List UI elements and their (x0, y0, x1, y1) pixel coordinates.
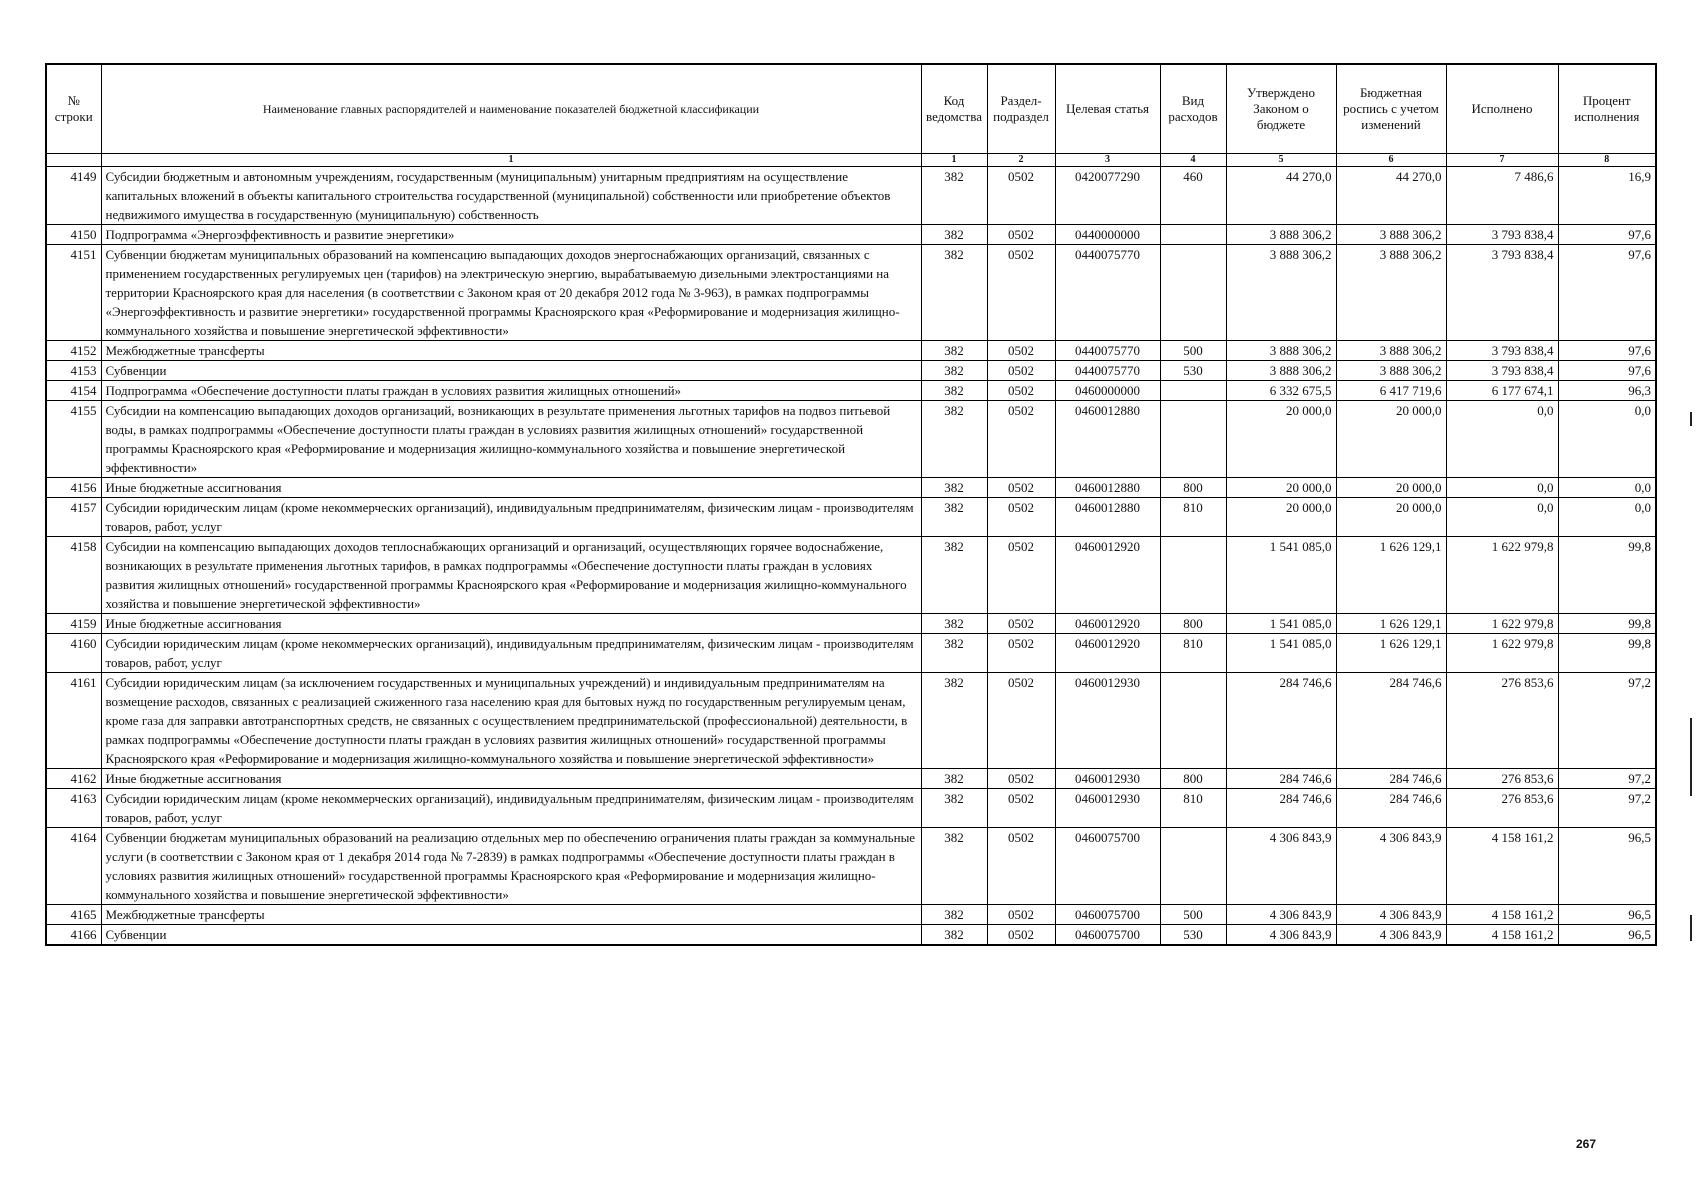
dept-code: 382 (921, 341, 987, 361)
execution-percent: 16,9 (1558, 167, 1656, 225)
approved-amount: 284 746,6 (1226, 769, 1336, 789)
target-code: 0460075700 (1055, 828, 1160, 905)
approved-amount: 284 746,6 (1226, 789, 1336, 828)
executed-amount: 3 793 838,4 (1446, 361, 1558, 381)
table-row (46, 614, 1656, 634)
row-name: Иные бюджетные ассигнования (101, 478, 921, 498)
section-code: 0502 (987, 361, 1055, 381)
executed-amount: 1 622 979,8 (1446, 537, 1558, 614)
section-code: 0502 (987, 537, 1055, 614)
row-number: 4149 (46, 167, 101, 225)
row-name: Субсидии бюджетным и автономным учреждениям, государственным (муниципальным) унитарным предприятиям на осуществление капитальных вложений в объекты капитального строительства государственной (муниципальной) собственности или приобретение объектов недвижимого имущества в государственную (муниципальную) собственность (101, 167, 921, 225)
row-number: 4158 (46, 537, 101, 614)
execution-percent: 97,6 (1558, 245, 1656, 341)
execution-percent: 96,3 (1558, 381, 1656, 401)
dept-code: 382 (921, 381, 987, 401)
table-row (46, 789, 1656, 828)
execution-percent: 0,0 (1558, 401, 1656, 478)
column-index: 3 (1055, 154, 1160, 167)
column-index: 7 (1446, 154, 1558, 167)
dept-code: 382 (921, 828, 987, 905)
dept-code: 382 (921, 789, 987, 828)
expense-type: 530 (1160, 361, 1226, 381)
approved-amount: 20 000,0 (1226, 498, 1336, 537)
column-index: 1 (921, 154, 987, 167)
section-code: 0502 (987, 498, 1055, 537)
revised-amount: 284 746,6 (1336, 673, 1446, 769)
execution-percent: 99,8 (1558, 537, 1656, 614)
revised-amount: 4 306 843,9 (1336, 925, 1446, 946)
row-number: 4152 (46, 341, 101, 361)
dept-code: 382 (921, 167, 987, 225)
dept-code: 382 (921, 634, 987, 673)
dept-code: 382 (921, 401, 987, 478)
approved-amount: 284 746,6 (1226, 673, 1336, 769)
row-number: 4150 (46, 225, 101, 245)
table-row (46, 828, 1656, 905)
section-code: 0502 (987, 381, 1055, 401)
row-name: Подпрограмма «Энергоэффективность и развитие энергетики» (101, 225, 921, 245)
execution-percent: 97,6 (1558, 361, 1656, 381)
page-number: 267 (1576, 1137, 1597, 1151)
section-code: 0502 (987, 673, 1055, 769)
section-code: 0502 (987, 167, 1055, 225)
section-code: 0502 (987, 245, 1055, 341)
target-code: 0460012930 (1055, 789, 1160, 828)
revised-amount: 1 626 129,1 (1336, 614, 1446, 634)
row-number: 4160 (46, 634, 101, 673)
dept-code: 382 (921, 614, 987, 634)
row-number: 4161 (46, 673, 101, 769)
scan-edge-mark (1690, 412, 1692, 426)
expense-type (1160, 381, 1226, 401)
table-row (46, 341, 1656, 361)
section-code: 0502 (987, 634, 1055, 673)
table-row (46, 498, 1656, 537)
revised-amount: 4 306 843,9 (1336, 905, 1446, 925)
row-name: Субсидии юридическим лицам (за исключением государственных и муниципальных учреждений) и индивидуальным предпринимателям на возмещение расходов, связанных с реализацией сжиженного газа населению края для бытовых нужд по государственным регулируемым ценам, кроме газа для заправки автотранспортных средств, не связанных с осуществлением предпринимательской (профессиональной) деятельности, в рамках подпрограммы «Обеспечение доступности платы граждан в условиях развития жилищных отношений» государственной программы Красноярского края «Реформирование и модернизация жилищно-коммунального хозяйства и повышение энергетической эффективности» (101, 673, 921, 769)
header-revised: Бюджетная роспись с учетом изменений (1336, 64, 1446, 154)
revised-amount: 6 417 719,6 (1336, 381, 1446, 401)
table-row (46, 905, 1656, 925)
expense-type: 460 (1160, 167, 1226, 225)
executed-amount: 4 158 161,2 (1446, 905, 1558, 925)
table-row (46, 245, 1656, 341)
approved-amount: 4 306 843,9 (1226, 905, 1336, 925)
revised-amount: 1 626 129,1 (1336, 634, 1446, 673)
executed-amount: 276 853,6 (1446, 789, 1558, 828)
section-code: 0502 (987, 225, 1055, 245)
header-approved: Утверждено Законом о бюджете (1226, 64, 1336, 154)
revised-amount: 44 270,0 (1336, 167, 1446, 225)
executed-amount: 1 622 979,8 (1446, 614, 1558, 634)
row-number: 4155 (46, 401, 101, 478)
revised-amount: 20 000,0 (1336, 401, 1446, 478)
row-number: 4162 (46, 769, 101, 789)
table-row (46, 225, 1656, 245)
row-number: 4165 (46, 905, 101, 925)
header-name: Наименование главных распорядителей и наименование показателей бюджетной классификации (101, 64, 921, 154)
approved-amount: 3 888 306,2 (1226, 225, 1336, 245)
revised-amount: 20 000,0 (1336, 478, 1446, 498)
row-name: Субвенции бюджетам муниципальных образований на реализацию отдельных мер по обеспечению ограничения платы граждан за коммунальные услуги (в соответствии с Законом края от 1 декабря 2014 года № 7-2839) в рамках подпрограммы «Обеспечение доступности платы граждан в условиях развития жилищных отношений» государственной программы Красноярского края «Реформирование и модернизация жилищно-коммунального хозяйства и повышение энергетической эффективности» (101, 828, 921, 905)
section-code: 0502 (987, 401, 1055, 478)
target-code: 0440000000 (1055, 225, 1160, 245)
approved-amount: 1 541 085,0 (1226, 537, 1336, 614)
executed-amount: 0,0 (1446, 498, 1558, 537)
approved-amount: 20 000,0 (1226, 401, 1336, 478)
row-name: Иные бюджетные ассигнования (101, 614, 921, 634)
column-index: 2 (987, 154, 1055, 167)
dept-code: 382 (921, 537, 987, 614)
expense-type (1160, 401, 1226, 478)
section-code: 0502 (987, 905, 1055, 925)
approved-amount: 1 541 085,0 (1226, 614, 1336, 634)
column-index: 1 (101, 154, 921, 167)
column-index: 5 (1226, 154, 1336, 167)
header-target: Целевая статья (1055, 64, 1160, 154)
header-percent: Процент исполнения (1558, 64, 1656, 154)
expense-type: 800 (1160, 478, 1226, 498)
executed-amount: 276 853,6 (1446, 769, 1558, 789)
dept-code: 382 (921, 905, 987, 925)
expense-type (1160, 673, 1226, 769)
expense-type: 530 (1160, 925, 1226, 946)
row-name: Субсидии на компенсацию выпадающих доходов теплоснабжающих организаций и организаций, осуществляющих горячее водоснабжение, возникающих в результате применения льготных тарифов, в рамках подпрограммы «Обеспечение доступности платы граждан в условиях развития жилищных отношений» государственной программы Красноярского края «Реформирование и модернизация жилищно-коммунального хозяйства и повышение энергетической эффективности» (101, 537, 921, 614)
execution-percent: 96,5 (1558, 925, 1656, 946)
executed-amount: 4 158 161,2 (1446, 925, 1558, 946)
executed-amount: 0,0 (1446, 478, 1558, 498)
section-code: 0502 (987, 341, 1055, 361)
expense-type (1160, 537, 1226, 614)
expense-type: 810 (1160, 789, 1226, 828)
row-name: Иные бюджетные ассигнования (101, 769, 921, 789)
target-code: 0460075700 (1055, 905, 1160, 925)
dept-code: 382 (921, 245, 987, 341)
expense-type (1160, 225, 1226, 245)
expense-type (1160, 245, 1226, 341)
table-row (46, 634, 1656, 673)
row-number: 4151 (46, 245, 101, 341)
approved-amount: 6 332 675,5 (1226, 381, 1336, 401)
approved-amount: 1 541 085,0 (1226, 634, 1336, 673)
expense-type: 800 (1160, 614, 1226, 634)
approved-amount: 20 000,0 (1226, 478, 1336, 498)
row-name: Субвенции (101, 925, 921, 946)
revised-amount: 284 746,6 (1336, 769, 1446, 789)
executed-amount: 276 853,6 (1446, 673, 1558, 769)
row-number: 4157 (46, 498, 101, 537)
header-exp-type: Вид расходов (1160, 64, 1226, 154)
expense-type: 810 (1160, 498, 1226, 537)
revised-amount: 4 306 843,9 (1336, 828, 1446, 905)
section-code: 0502 (987, 614, 1055, 634)
row-name: Подпрограмма «Обеспечение доступности платы граждан в условиях развития жилищных отношений» (101, 381, 921, 401)
table-row (46, 361, 1656, 381)
executed-amount: 4 158 161,2 (1446, 828, 1558, 905)
dept-code: 382 (921, 673, 987, 769)
row-name: Субсидии юридическим лицам (кроме некоммерческих организаций), индивидуальным предпринимателям, физическим лицам - производителям товаров, работ, услуг (101, 498, 921, 537)
row-number: 4153 (46, 361, 101, 381)
row-name: Субсидии юридическим лицам (кроме некоммерческих организаций), индивидуальным предпринимателям, физическим лицам - производителям товаров, работ, услуг (101, 634, 921, 673)
executed-amount: 7 486,6 (1446, 167, 1558, 225)
row-number: 4154 (46, 381, 101, 401)
table-row (46, 478, 1656, 498)
execution-percent: 99,8 (1558, 614, 1656, 634)
dept-code: 382 (921, 478, 987, 498)
table-row (46, 769, 1656, 789)
dept-code: 382 (921, 498, 987, 537)
column-index-row (46, 154, 1656, 167)
header-executed: Исполнено (1446, 64, 1558, 154)
approved-amount: 44 270,0 (1226, 167, 1336, 225)
execution-percent: 0,0 (1558, 498, 1656, 537)
table-header (46, 64, 1656, 167)
target-code: 0460075700 (1055, 925, 1160, 946)
expense-type (1160, 828, 1226, 905)
scan-edge-mark (1690, 718, 1692, 796)
expense-type: 500 (1160, 341, 1226, 361)
table-row (46, 167, 1656, 225)
dept-code: 382 (921, 361, 987, 381)
approved-amount: 4 306 843,9 (1226, 925, 1336, 946)
target-code: 0460012920 (1055, 634, 1160, 673)
revised-amount: 3 888 306,2 (1336, 341, 1446, 361)
revised-amount: 3 888 306,2 (1336, 225, 1446, 245)
row-name: Межбюджетные трансферты (101, 905, 921, 925)
section-code: 0502 (987, 828, 1055, 905)
row-name: Субсидии на компенсацию выпадающих доходов организаций, возникающих в результате применения льготных тарифов на подвоз питьевой воды, в рамках подпрограммы «Обеспечение доступности платы граждан в условиях развития жилищных отношений» государственной программы Красноярского края «Реформирование и модернизация жилищно-коммунального хозяйства и повышение энергетической эффективности» (101, 401, 921, 478)
row-number: 4164 (46, 828, 101, 905)
expense-type: 500 (1160, 905, 1226, 925)
target-code: 0460012920 (1055, 537, 1160, 614)
target-code: 0460000000 (1055, 381, 1160, 401)
execution-percent: 99,8 (1558, 634, 1656, 673)
dept-code: 382 (921, 925, 987, 946)
revised-amount: 1 626 129,1 (1336, 537, 1446, 614)
approved-amount: 3 888 306,2 (1226, 361, 1336, 381)
execution-percent: 0,0 (1558, 478, 1656, 498)
approved-amount: 3 888 306,2 (1226, 245, 1336, 341)
target-code: 0460012880 (1055, 401, 1160, 478)
approved-amount: 3 888 306,2 (1226, 341, 1336, 361)
header-section: Раздел-подраздел (987, 64, 1055, 154)
table-row (46, 925, 1656, 946)
column-index: 8 (1558, 154, 1656, 167)
executed-amount: 3 793 838,4 (1446, 341, 1558, 361)
budget-table (45, 63, 1657, 946)
target-code: 0420077290 (1055, 167, 1160, 225)
execution-percent: 96,5 (1558, 828, 1656, 905)
revised-amount: 3 888 306,2 (1336, 361, 1446, 381)
execution-percent: 96,5 (1558, 905, 1656, 925)
execution-percent: 97,2 (1558, 789, 1656, 828)
target-code: 0440075770 (1055, 245, 1160, 341)
table-row (46, 537, 1656, 614)
dept-code: 382 (921, 225, 987, 245)
table-body (46, 167, 1656, 946)
table-row (46, 673, 1656, 769)
column-index (46, 154, 101, 167)
revised-amount: 20 000,0 (1336, 498, 1446, 537)
row-number: 4156 (46, 478, 101, 498)
target-code: 0460012930 (1055, 673, 1160, 769)
row-name: Субвенции бюджетам муниципальных образований на компенсацию выпадающих доходов энергоснабжающих организаций, связанных с применением государственных регулируемых цен (тарифов) на электрическую энергию, вырабатываемую дизельными электростанциями на территории Красноярского края для населения (в соответствии с Законом края от 20 декабря 2012 года № 3-963), в рамках подпрограммы «Энергоэффективность и развитие энергетики» государственной программы Красноярского края «Реформирование и модернизация жилищно-коммунального хозяйства и повышение энергетической эффективности» (101, 245, 921, 341)
table-row (46, 401, 1656, 478)
row-number: 4159 (46, 614, 101, 634)
row-number: 4166 (46, 925, 101, 946)
section-code: 0502 (987, 769, 1055, 789)
table-row (46, 381, 1656, 401)
row-name: Межбюджетные трансферты (101, 341, 921, 361)
target-code: 0460012880 (1055, 478, 1160, 498)
section-code: 0502 (987, 478, 1055, 498)
expense-type: 810 (1160, 634, 1226, 673)
section-code: 0502 (987, 925, 1055, 946)
header-dept-code: Код ведомства (921, 64, 987, 154)
row-name: Субвенции (101, 361, 921, 381)
row-number: 4163 (46, 789, 101, 828)
executed-amount: 3 793 838,4 (1446, 225, 1558, 245)
dept-code: 382 (921, 769, 987, 789)
revised-amount: 3 888 306,2 (1336, 245, 1446, 341)
header-row-no: № строки (46, 64, 101, 154)
executed-amount: 6 177 674,1 (1446, 381, 1558, 401)
expense-type: 800 (1160, 769, 1226, 789)
target-code: 0440075770 (1055, 361, 1160, 381)
column-index: 4 (1160, 154, 1226, 167)
approved-amount: 4 306 843,9 (1226, 828, 1336, 905)
executed-amount: 1 622 979,8 (1446, 634, 1558, 673)
execution-percent: 97,6 (1558, 341, 1656, 361)
revised-amount: 284 746,6 (1336, 789, 1446, 828)
target-code: 0460012930 (1055, 769, 1160, 789)
column-index: 6 (1336, 154, 1446, 167)
target-code: 0460012880 (1055, 498, 1160, 537)
scan-edge-mark (1690, 915, 1692, 941)
executed-amount: 3 793 838,4 (1446, 245, 1558, 341)
execution-percent: 97,2 (1558, 769, 1656, 789)
target-code: 0460012920 (1055, 614, 1160, 634)
section-code: 0502 (987, 789, 1055, 828)
executed-amount: 0,0 (1446, 401, 1558, 478)
execution-percent: 97,2 (1558, 673, 1656, 769)
row-name: Субсидии юридическим лицам (кроме некоммерческих организаций), индивидуальным предпринимателям, физическим лицам - производителям товаров, работ, услуг (101, 789, 921, 828)
execution-percent: 97,6 (1558, 225, 1656, 245)
target-code: 0440075770 (1055, 341, 1160, 361)
